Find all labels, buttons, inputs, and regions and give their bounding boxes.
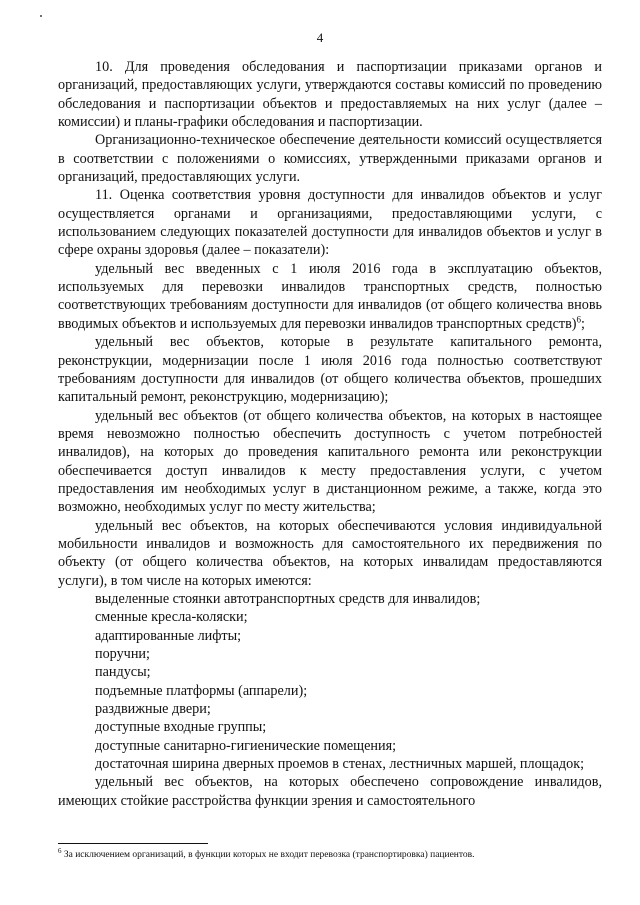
footnote-divider (58, 843, 208, 844)
paragraph-indicator-renovated-objects: удельный вес объектов, которые в результате капитального ремонта, реконструкции, модернизации после 1 июля 2016 года полностью соответствуют требованиям доступности для инвалидов (от общего количества объектов, прошедших капитальный ремонт, реконструкцию, модернизацию); (58, 334, 602, 406)
list-item: поручни; (95, 646, 150, 662)
list-item: доступные санитарно-гигиенические помещения; (95, 737, 397, 754)
list-item: пандусы; (95, 664, 151, 681)
paragraph-indicator-escort: удельный вес объектов, на которых обеспечено сопровождение инвалидов, имеющих стойкие расстройства функции зрения и самостоятельного (58, 774, 602, 809)
footnote-number: 6 (58, 846, 62, 855)
list-item: выделенные стоянки автотранспортных средств для инвалидов; (95, 590, 481, 607)
footnote-reference: 6 (576, 314, 582, 325)
document-body (58, 58, 602, 810)
paragraph-indicator-new-objects (58, 260, 602, 333)
paragraph-item-11: 11. Оценка соответствия уровня доступности для инвалидов объектов и услуг осуществляется органами и организациями, предоставляющими услуги, с использованием следующих показателей доступности для инвалидов объектов и услуг в сфере охраны здоровья (далее – показатели): (58, 187, 602, 259)
list-item: раздвижные двери; (95, 701, 211, 718)
list-item: сменные кресла-коляски; (95, 609, 248, 626)
page-number: 4 (316, 30, 324, 45)
paragraph-indicator-access-objects: удельный вес объектов (от общего количества объектов, на которых в настоящее время невозможно полностью обеспечить доступность с учетом потребностей инвалидов), на которых до проведения капитального ремонта или реконструкции обеспечивается доступ инвалидов к месту предоставления услуги, с учетом предоставления им необходимых услуг в дистанционном режиме, а также, когда это возможно, необходимых услуг по месту жительства; (58, 407, 602, 516)
indicator-new-objects-tail: ; (581, 315, 585, 332)
paragraph-item-10: 10. Для проведения обследования и паспортизации приказами органов и организаций, предоставляющих услуги, утверждаются составы комиссий по проведению обследования и паспортизации объектов и предоставляемых на них услуг (далее – комиссии) и планы-графики обследования и паспортизации. (58, 59, 602, 131)
indicator-new-objects-text: удельный вес введенных с 1 июля 2016 года в эксплуатацию объектов, используемых для перевозки инвалидов транспортных средств, полностью соответствующих требованиям доступности для инвалидов (от общего количества вновь вводимых объектов и используемых для перевозки инвалидов транспортных средств) (58, 260, 602, 332)
list-item: достаточная ширина дверных проемов в стенах, лестничных маршей, площадок; (95, 756, 585, 773)
footnote (58, 846, 602, 861)
list-item: доступные входные группы; (95, 719, 267, 736)
footnote-text: За исключением организаций, в функции которых не входит перевозка (транспортировка) пациентов. (61, 850, 475, 860)
paragraph-indicator-mobility: удельный вес объектов, на которых обеспечиваются условия индивидуальной мобильности инвалидов и возможность для самостоятельного их передвижения по объекту (от общего количества объектов, на которых инвалидам предоставляются услуги), в том числе на которых имеются: (58, 517, 602, 589)
scan-dot (40, 15, 42, 17)
list-item: адаптированные лифты; (95, 627, 242, 644)
list-item: подъемные платформы (аппарели); (95, 682, 308, 699)
paragraph-commission-support: Организационно-техническое обеспечение деятельности комиссий осуществляется в соответствии с положениями о комиссиях, утвержденными приказами органов и организаций, предоставляющих услуги. (58, 132, 602, 186)
